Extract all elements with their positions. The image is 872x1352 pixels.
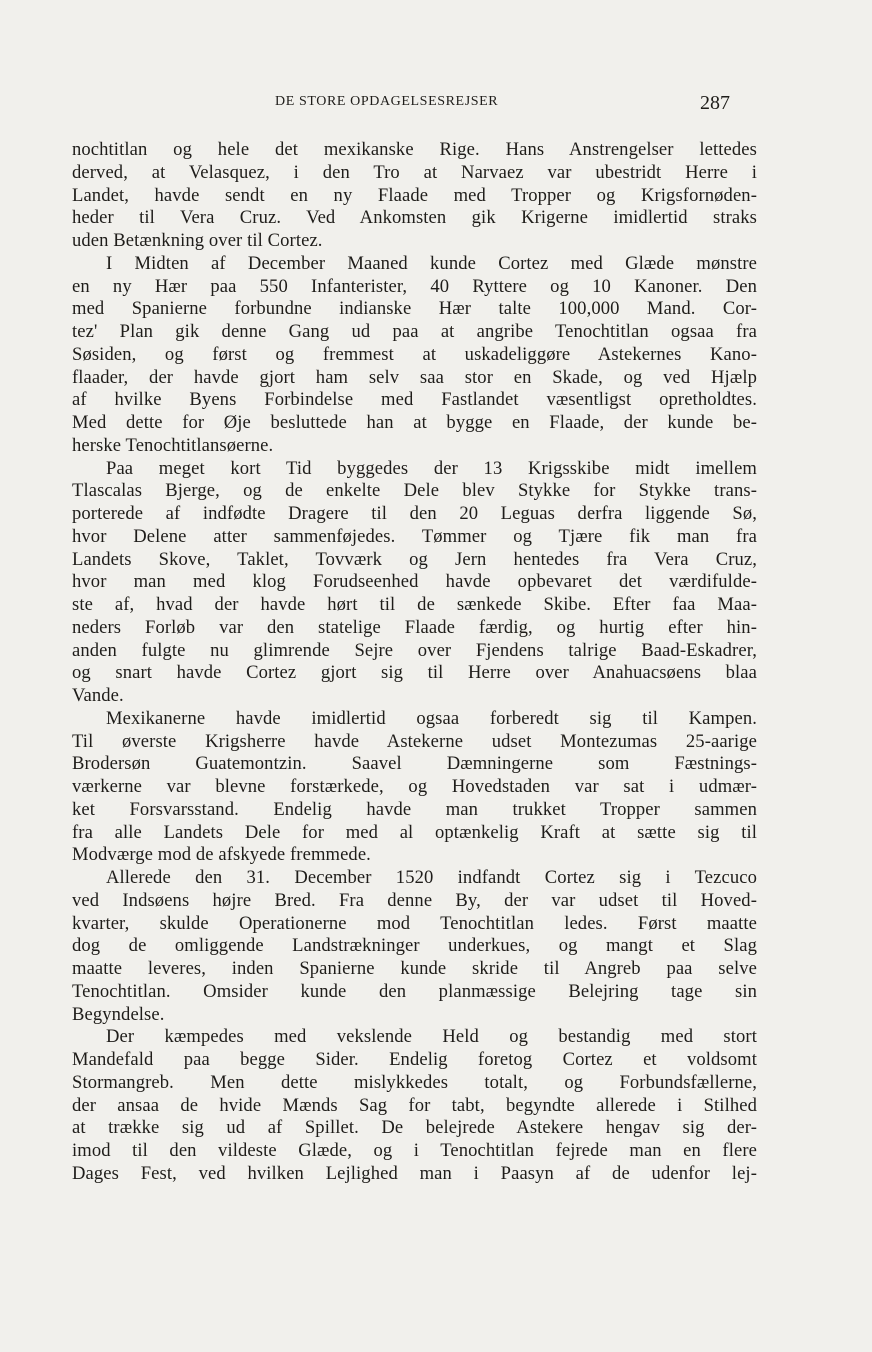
text-line: værkerne var blevne forstærkede, og Hovedstaden var sat i udmær- (72, 776, 757, 797)
text-line: der ansaa de hvide Mænds Sag for tabt, begyndte allerede i Stilhed (72, 1094, 757, 1116)
text-line: tez' Plan gik denne Gang ud paa at angribe Tenochtitlan ogsaa fra (72, 321, 757, 342)
text-line: anden fulgte nu glimrende Sejre over Fjendens talrige Baad-Eskadrer, (72, 639, 757, 661)
text-line: Paa meget kort Tid byggedes der 13 Krigsskibe midt imellem (106, 457, 757, 479)
text-line: en ny Hær paa 550 Infanterister, 40 Ryttere og 10 Kanoner. Den (72, 275, 757, 297)
text-line: flaader, der havde gjort ham selv saa stor en Skade, og ved Hjælp (72, 366, 757, 388)
page-header (0, 92, 872, 122)
text-line: at trække sig ud af Spillet. De belejrede Astekere hengav sig der- (72, 1117, 757, 1139)
text-line: fra alle Landets Dele for med al optænkelig Kraft at sætte sig til (72, 821, 757, 843)
text-line: maatte leveres, inden Spanierne kunde skride til Angreb paa selve (72, 958, 757, 979)
text-line: ste af, hvad der havde hørt til de sænkede Skibe. Efter faa Maa- (72, 594, 757, 615)
page-number: 287 (700, 92, 730, 114)
text-line: Brodersøn Guatemontzin. Saavel Dæmningerne som Fæstnings- (72, 753, 757, 775)
text-line: Tlascalas Bjerge, og de enkelte Dele blev Stykke for Stykke trans- (72, 480, 757, 502)
text-line: Med dette for Øje besluttede han at bygge en Flaade, der kunde be- (72, 412, 757, 433)
text-line: derved, at Velasquez, i den Tro at Narvaez var ubestridt Herre i (72, 161, 757, 183)
text-line: kvarter, skulde Operationerne mod Tenochtitlan ledes. Først maatte (72, 912, 757, 934)
text-line: porterede af indfødte Dragere til den 20 Leguas derfra liggende Sø, (72, 503, 757, 524)
text-line: Vande. (72, 685, 124, 706)
text-line: med Spanierne forbundne indianske Hær talte 100,000 Mand. Cor- (72, 298, 757, 320)
text-line: imod til den vildeste Glæde, og i Tenochtitlan fejrede man en flere (72, 1140, 757, 1161)
text-line: Der kæmpedes med vekslende Held og bestandig med stort (106, 1026, 757, 1048)
text-line: hvor Delene atter sammenføjedes. Tømmer og Tjære fik man fra (72, 525, 757, 547)
text-line: Søsiden, og først og fremmest at uskadeliggøre Astekernes Kano- (72, 343, 757, 365)
text-line: Allerede den 31. December 1520 indfandt Cortez sig i Tezcuco (106, 867, 757, 888)
text-line: Dages Fest, ved hvilken Lejlighed man i Paasyn af de udenfor lej- (72, 1162, 757, 1184)
text-line: Landet, havde sendt en ny Flaade med Tropper og Krigsfornøden- (72, 184, 757, 206)
running-title: DE STORE OPDAGELSESREJSER (275, 94, 499, 109)
text-line: Modværge mod de afskyede fremmede. (72, 844, 371, 866)
text-line: herske Tenochtitlansøerne. (72, 434, 274, 456)
text-line: uden Betænkning over til Cortez. (72, 230, 323, 251)
text-line: Til øverste Krigsherre havde Astekerne udset Montezumas 25-aarige (72, 730, 757, 752)
text-line: heder til Vera Cruz. Ved Ankomsten gik Krigerne imidlertid straks (72, 207, 757, 229)
text-line: Stormangreb. Men dette mislykkedes totalt, og Forbundsfællerne, (72, 1071, 757, 1093)
text-line: ved Indsøens højre Bred. Fra denne By, der var udset til Hoved- (72, 889, 757, 911)
text-line: dog de omliggende Landstrækninger underkues, og mangt et Slag (72, 935, 757, 957)
text-line: neders Forløb var den statelige Flaade færdig, og hurtig efter hin- (72, 616, 757, 638)
text-line: af hvilke Byens Forbindelse med Fastlandet væsentligst opretholdtes. (72, 389, 757, 411)
text-line: hvor man med klog Forudseenhed havde opbevaret det værdifulde- (72, 571, 757, 593)
text-line: Mandefald paa begge Sider. Endelig foretog Cortez et voldsomt (72, 1049, 757, 1070)
text-line: nochtitlan og hele det mexikanske Rige. Hans Anstrengelser lettedes (72, 139, 757, 160)
text-line: ket Forsvarsstand. Endelig havde man trukket Tropper sammen (72, 798, 757, 820)
text-line: og snart havde Cortez gjort sig til Herre over Anahuacsøens blaa (72, 662, 757, 684)
body-text (72, 139, 757, 1186)
text-line: Landets Skove, Taklet, Tovværk og Jern hentedes fra Vera Cruz, (72, 548, 757, 570)
text-line: Begyndelse. (72, 1003, 165, 1025)
text-line: I Midten af December Maaned kunde Cortez med Glæde mønstre (106, 252, 757, 274)
text-line: Tenochtitlan. Omsider kunde den planmæssige Belejring tage sin (72, 980, 757, 1002)
text-line: Mexikanerne havde imidlertid ogsaa forberedt sig til Kampen. (106, 707, 757, 729)
